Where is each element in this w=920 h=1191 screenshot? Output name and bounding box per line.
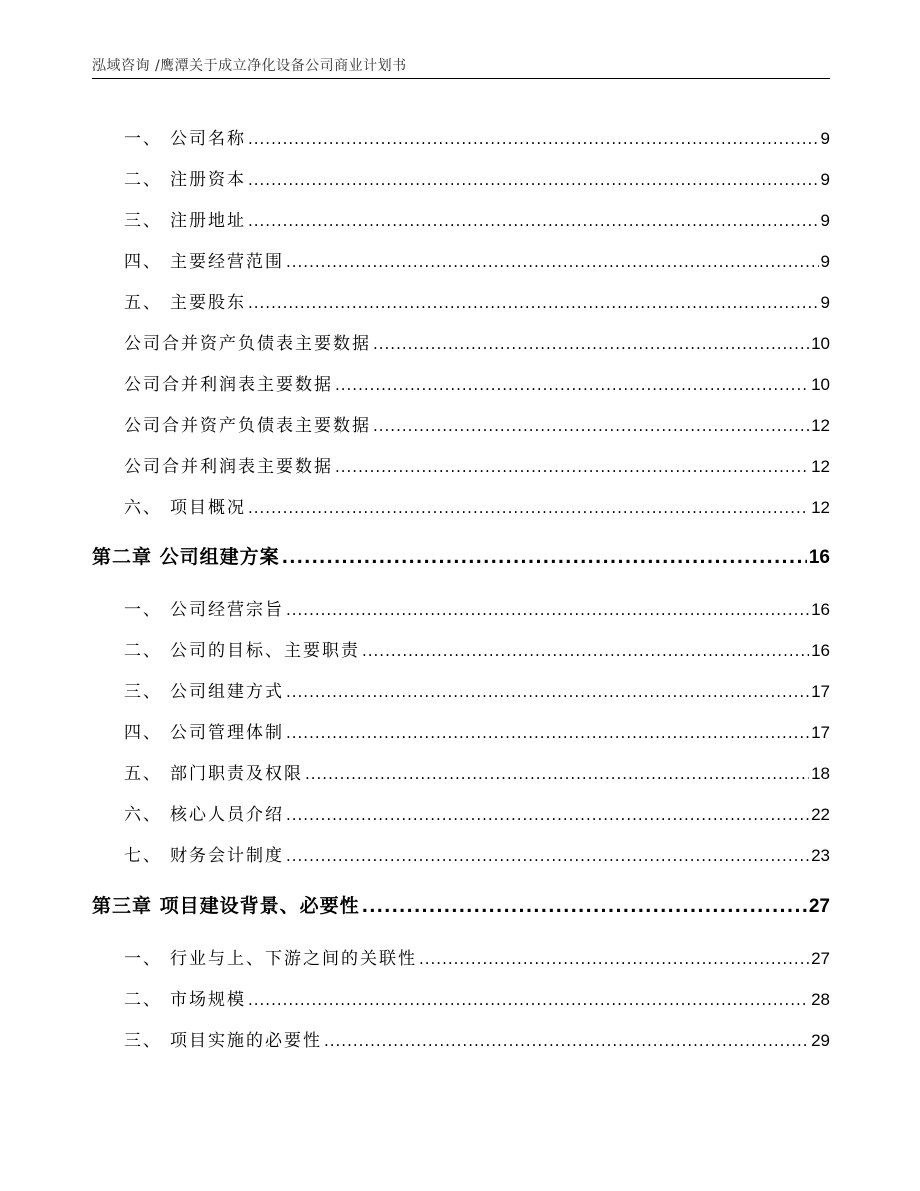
toc-entry-page: 9 — [820, 170, 830, 189]
toc-entry-title: 核心人员介绍 — [170, 805, 284, 825]
toc-dot-leader — [286, 601, 809, 619]
toc-entry-title: 公司组建方式 — [170, 682, 284, 702]
toc-dot-leader — [286, 847, 809, 865]
toc-dot-leader — [373, 335, 809, 353]
toc-entry[interactable] — [92, 841, 830, 866]
toc-entry-number: 一、 — [124, 600, 162, 620]
toc-entry-title: 公司合并利润表主要数据 — [124, 457, 333, 477]
toc-chapter-title: 第二章 公司组建方案 — [92, 546, 280, 568]
toc-dot-leader — [286, 724, 809, 742]
toc-dot-leader — [248, 212, 819, 230]
toc-entry-title: 公司管理体制 — [170, 723, 284, 743]
toc-dot-leader — [373, 417, 809, 435]
toc-entry-page: 12 — [811, 498, 830, 517]
toc-entry-number: 五、 — [124, 764, 162, 784]
toc-chapter-entry[interactable] — [92, 891, 830, 918]
toc-entry-number: 二、 — [124, 641, 162, 661]
toc-dot-leader — [335, 376, 809, 394]
toc-dot-leader — [248, 499, 809, 517]
toc-entry-number: 四、 — [124, 723, 162, 743]
toc-entry-page: 17 — [811, 682, 830, 701]
toc-dot-leader — [419, 950, 809, 968]
toc-entry-title: 公司名称 — [170, 129, 246, 149]
toc-chapter-page: 16 — [808, 547, 830, 568]
toc-entry-page: 12 — [811, 457, 830, 476]
toc-dot-leader — [248, 171, 819, 189]
toc-entry-number: 五、 — [124, 293, 162, 313]
toc-entry-number: 三、 — [124, 211, 162, 231]
toc-entry-title: 项目概况 — [170, 498, 246, 518]
toc-entry[interactable] — [92, 636, 830, 661]
toc-entry-title: 主要股东 — [170, 293, 246, 313]
toc-entry-number: 六、 — [124, 498, 162, 518]
header-divider — [92, 78, 830, 79]
toc-entry-title: 注册资本 — [170, 170, 246, 190]
toc-dot-leader — [305, 765, 809, 783]
toc-dot-leader — [286, 683, 809, 701]
toc-entry[interactable] — [92, 288, 830, 313]
toc-dot-leader — [282, 548, 807, 568]
running-header: 泓域咨询 /鹰潭关于成立净化设备公司商业计划书 — [92, 58, 407, 74]
toc-entry-page: 16 — [811, 641, 830, 660]
toc-dot-leader — [248, 130, 819, 148]
toc-entry-page: 17 — [811, 723, 830, 742]
toc-dot-leader — [286, 253, 819, 271]
toc-entry-page: 12 — [811, 416, 830, 435]
toc-entry[interactable] — [92, 370, 830, 395]
toc-entry-title: 公司的目标、主要职责 — [170, 641, 360, 661]
toc-dot-leader — [324, 1032, 809, 1050]
toc-entry-page: 10 — [811, 334, 830, 353]
toc-entry[interactable] — [92, 411, 830, 436]
toc-entry-page: 18 — [811, 764, 830, 783]
toc-dot-leader — [362, 642, 809, 660]
toc-entry-title: 项目实施的必要性 — [170, 1031, 322, 1051]
toc-entry[interactable] — [92, 206, 830, 231]
toc-entry[interactable] — [92, 985, 830, 1010]
toc-entry-title: 部门职责及权限 — [170, 764, 303, 784]
toc-entry-page: 9 — [820, 211, 830, 230]
toc-dot-leader — [248, 991, 809, 1009]
toc-entry-title: 公司合并资产负债表主要数据 — [124, 416, 371, 436]
toc-entry-page: 9 — [820, 252, 830, 271]
toc-entry-title: 行业与上、下游之间的关联性 — [170, 949, 417, 969]
toc-entry-number: 七、 — [124, 846, 162, 866]
toc-entry-number: 二、 — [124, 170, 162, 190]
toc-entry-title: 公司合并利润表主要数据 — [124, 375, 333, 395]
toc-entry-title: 公司经营宗旨 — [170, 600, 284, 620]
toc-entry-number: 二、 — [124, 990, 162, 1010]
toc-entry-page: 9 — [820, 129, 830, 148]
toc-entry-page: 29 — [811, 1031, 830, 1050]
toc-entry-page: 10 — [811, 375, 830, 394]
toc-dot-leader — [362, 897, 807, 917]
toc-entry-page: 27 — [811, 949, 830, 968]
toc-entry-title: 公司合并资产负债表主要数据 — [124, 334, 371, 354]
toc-entry[interactable] — [92, 124, 830, 149]
toc-entry-page: 16 — [811, 600, 830, 619]
toc-entry-number: 三、 — [124, 682, 162, 702]
toc-entry-number: 一、 — [124, 129, 162, 149]
toc-entry[interactable] — [92, 452, 830, 477]
toc-dot-leader — [286, 806, 809, 824]
toc-entry[interactable] — [92, 329, 830, 354]
toc-entry[interactable] — [92, 595, 830, 620]
toc-entry[interactable] — [92, 493, 830, 518]
toc-entry-number: 三、 — [124, 1031, 162, 1051]
toc-entry-page: 28 — [811, 990, 830, 1009]
toc-chapter-title: 第三章 项目建设背景、必要性 — [92, 895, 360, 917]
toc-dot-leader — [248, 294, 819, 312]
toc-entry[interactable] — [92, 944, 830, 969]
toc-entry-page: 22 — [811, 805, 830, 824]
toc-chapter-entry[interactable] — [92, 542, 830, 569]
toc-entry[interactable] — [92, 247, 830, 272]
toc-entry-page: 9 — [820, 293, 830, 312]
toc-entry-title: 注册地址 — [170, 211, 246, 231]
toc-entry-number: 六、 — [124, 805, 162, 825]
toc-entry-title: 财务会计制度 — [170, 846, 284, 866]
toc-chapter-page: 27 — [808, 896, 830, 917]
toc-entry[interactable] — [92, 800, 830, 825]
toc-entry[interactable] — [92, 759, 830, 784]
toc-entry[interactable] — [92, 718, 830, 743]
toc-entry-number: 四、 — [124, 252, 162, 272]
toc-entry-page: 23 — [811, 846, 830, 865]
toc-dot-leader — [335, 458, 809, 476]
toc-entry[interactable] — [92, 1026, 830, 1051]
toc-entry-title: 市场规模 — [170, 990, 246, 1010]
toc-entry-title: 主要经营范围 — [170, 252, 284, 272]
toc-entry-number: 一、 — [124, 949, 162, 969]
toc-entry[interactable] — [92, 165, 830, 190]
toc-entry[interactable] — [92, 677, 830, 702]
